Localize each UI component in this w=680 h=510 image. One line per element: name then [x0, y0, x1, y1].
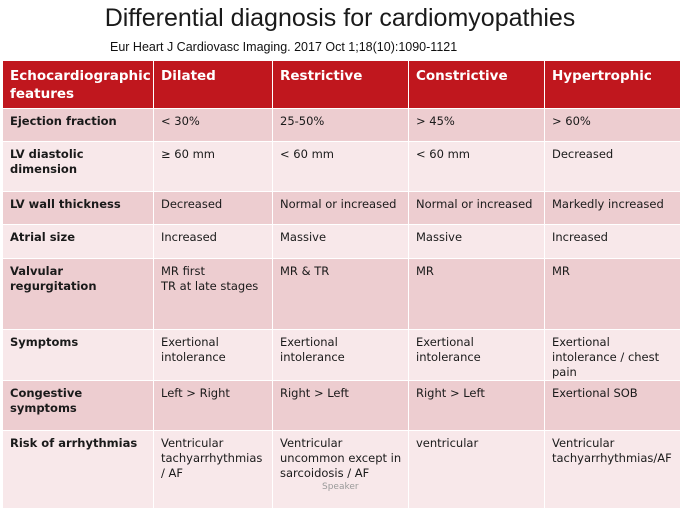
table-cell: ventricular — [409, 431, 545, 509]
table-cell: Exertional intolerance — [273, 330, 409, 381]
slide-title: Differential diagnosis for cardiomyopathies — [104, 4, 576, 32]
table-cell: Exertional intolerance — [409, 330, 545, 381]
header-cell: Echocardiographic features — [3, 61, 154, 109]
table-row — [3, 381, 680, 431]
table-row — [3, 225, 680, 259]
table-cell: Exertional intolerance — [154, 330, 273, 381]
table-cell: > 60% — [545, 109, 680, 142]
table-cell: Massive — [409, 225, 545, 259]
feature-cell: LV diastolic dimension — [3, 142, 154, 192]
table-cell: < 30% — [154, 109, 273, 142]
table-cell: Exertional intolerance / chest pain — [545, 330, 680, 381]
table-cell: Normal or increased — [409, 192, 545, 225]
table-cell: Right > Left — [409, 381, 545, 431]
header-cell: Hypertrophic — [545, 61, 680, 109]
table-cell: > 45% — [409, 109, 545, 142]
diagnosis-table — [2, 60, 680, 509]
table-cell: Normal or increased — [273, 192, 409, 225]
feature-cell: Congestive symptoms — [3, 381, 154, 431]
feature-cell: Valvular regurgitation — [3, 259, 154, 330]
table-cell: MR — [409, 259, 545, 330]
table-header-row — [3, 61, 680, 109]
feature-cell: LV wall thickness — [3, 192, 154, 225]
table-cell: ≥ 60 mm — [154, 142, 273, 192]
table-cell: Markedly increased — [545, 192, 680, 225]
table-cell: Decreased — [545, 142, 680, 192]
table-cell: MR first TR at late stages — [154, 259, 273, 330]
table-cell: Right > Left — [273, 381, 409, 431]
table-cell: Decreased — [154, 192, 273, 225]
table-row — [3, 431, 680, 509]
feature-cell: Ejection fraction — [3, 109, 154, 142]
table-cell: Ventricular tachyarrhythmias/AF — [545, 431, 680, 509]
table-cell: MR — [545, 259, 680, 330]
table-cell: Exertional SOB — [545, 381, 680, 431]
feature-cell: Atrial size — [3, 225, 154, 259]
table-cell: Ventricular uncommon except in sarcoidosis / AF — [273, 431, 409, 509]
table-cell: Ventricular tachyarrhythmias / AF — [154, 431, 273, 509]
table-cell: < 60 mm — [409, 142, 545, 192]
speaker-watermark: Speaker — [322, 482, 359, 492]
header-cell: Constrictive — [409, 61, 545, 109]
table-cell: Increased — [545, 225, 680, 259]
citation: Eur Heart J Cardiovasc Imaging. 2017 Oct 1;18(10):1090-1121 — [110, 40, 458, 54]
table-row — [3, 142, 680, 192]
table-row — [3, 259, 680, 330]
table-cell: Left > Right — [154, 381, 273, 431]
table-row — [3, 330, 680, 381]
header-cell: Restrictive — [273, 61, 409, 109]
table-cell: Increased — [154, 225, 273, 259]
table-row — [3, 192, 680, 225]
table-cell: 25-50% — [273, 109, 409, 142]
table-cell: Massive — [273, 225, 409, 259]
table-row — [3, 109, 680, 142]
table-cell: MR & TR — [273, 259, 409, 330]
feature-cell: Symptoms — [3, 330, 154, 381]
header-cell: Dilated — [154, 61, 273, 109]
feature-cell: Risk of arrhythmias — [3, 431, 154, 509]
table-cell: < 60 mm — [273, 142, 409, 192]
